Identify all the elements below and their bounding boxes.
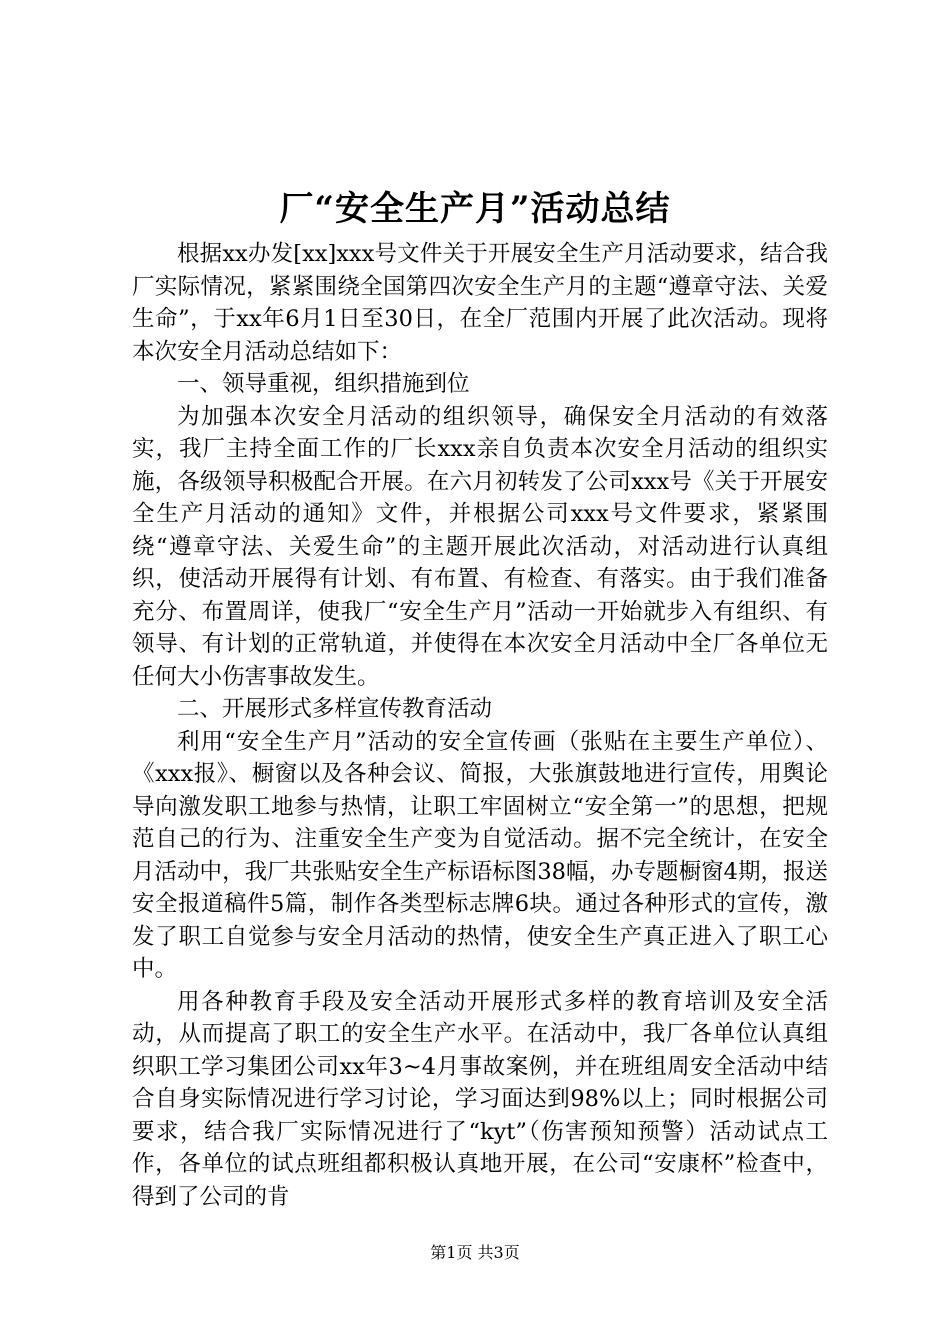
section-1-paragraph: 为加强本次安全月活动的组织领导，确保安全月活动的有效落实，我厂主持全面工作的厂长xxx亲自负责本次安全月活动的组织实施，各级领导积极配合开展。在六月初转发了公司xxx号《关于开展安全生产月活动的通知》文件，并根据公司xxx号文件要求，紧紧围绕“遵章守法、关爱生命”的主题开展此次活动，对活动进行认真组织，使活动开展得有计划、有布置、有检查、有落实。由于我们准备充分、布置周详，使我厂“安全生产月”活动一开始就步入有组织、有领导、有计划的正常轨道，并使得在本次安全月活动中全厂各单位无任何大小伤害事故发生。 bbox=[132, 403, 828, 690]
section-heading-1: 一、领导重视，组织措施到位 bbox=[177, 371, 470, 397]
section-2-paragraph-1: 利用“安全生产月”活动的安全宣传画（张贴在主要生产单位）、《xxx报》、橱窗以及各种会议、简报，大张旗鼓地进行宣传，用舆论导向激发职工地参与热情，让职工牢固树立“安全第一”的思想，把规范自己的行为、注重安全生产变为自觉活动。据不完全统计，在安全月活动中，我厂共张贴安全生产标语标图38幅，办专题橱窗4期，报送安全报道稿件5篇，制作各类型标志牌6块。通过各种形式的宣传，激发了职工自觉参与安全月活动的热情，使安全生产真正进入了职工心中。 bbox=[132, 728, 828, 982]
document-body bbox=[132, 238, 828, 1213]
page-footer: 第1页 共3页 bbox=[430, 1243, 520, 1262]
section-2-paragraph-2: 用各种教育手段及安全活动开展形式多样的教育培训及安全活动，从而提高了职工的安全生产水平。在活动中，我厂各单位认真组织职工学习集团公司xx年3~4月事故案例，并在班组周安全活动中结合自身实际情况进行学习讨论，学习面达到98%以上；同时根据公司要求，结合我厂实际情况进行了“kyt”（伤害预知预警）活动试点工作，各单位的试点班组都积极认真地开展，在公司“安康杯”检查中，得到了公司的肯 bbox=[132, 988, 828, 1210]
intro-paragraph: 根据xx办发[xx]xxx号文件关于开展安全生产月活动要求，结合我厂实际情况，紧紧围绕全国第四次安全生产月的主题“遵章守法、关爱生命”，于xx年6月1日至30日，在全厂范围内开展了此次活动。现将本次安全月活动总结如下： bbox=[132, 241, 828, 365]
document-title: 厂“安全生产月”活动总结 bbox=[279, 189, 671, 229]
section-heading-2: 二、开展形式多样宣传教育活动 bbox=[177, 696, 493, 722]
